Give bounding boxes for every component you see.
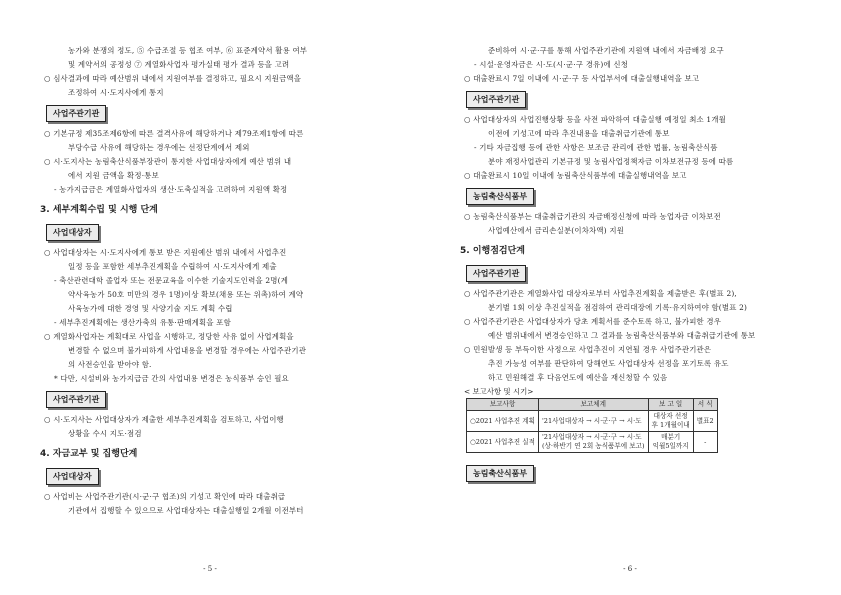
- section-heading: 3. 세부계획수립 및 시행 단계: [40, 205, 158, 215]
- text-line: 예산 범위내에서 변경승인하고 그 결과를 농림축산식품부와 대출취급기관에 통보: [488, 331, 756, 340]
- text-line: 하고 민원해결 후 다음연도에 예산을 재신청할 수 있음: [488, 373, 668, 382]
- text-line: 상황을 수시 지도·점검: [68, 429, 142, 438]
- text-line: ○ 기본규정 제35조제6항에 따른 결격사유에 해당하거나 제79조제1항에 따른: [44, 129, 304, 138]
- section-box-label: 사업대상자: [46, 224, 99, 241]
- table-row: [467, 432, 718, 453]
- page-number: - 6 -: [623, 565, 637, 573]
- text-line: ○ 대출완료시 7일 이내에 시·군·구 등 사업부서에 대출실행내역을 보고: [464, 74, 700, 83]
- text-line: 약사육농가 50호 미만의 경우 1명)이상 확보(채용 또는 위촉)하여 계약: [68, 290, 304, 299]
- table-cell-line: (상·하반기 연 2회 농식품부에 보고): [541, 442, 645, 450]
- page-left: [0, 0, 420, 595]
- text-line: ○ 사업대상자의 사업진행상황 등을 사전 파악하여 대출실행 예정일 최소 1개월: [464, 115, 727, 124]
- section-box-label: 농림축산식품부: [466, 465, 534, 482]
- text-line: ○ 사업비는 사업주관기관(시·군·구 협조)의 기성고 확인에 따라 대출취급: [44, 492, 286, 501]
- text-line: 일정 등을 포함한 세부추진계획을 수립하여 시·도지사에게 제출: [68, 262, 277, 271]
- table-cell: [648, 411, 693, 432]
- table-header: 서 식: [693, 399, 717, 411]
- table-cell: 별표2: [693, 411, 717, 432]
- table-cell: [538, 432, 648, 453]
- text-line: ○ 민원발생 등 부득이한 사정으로 사업추진이 지연될 경우 사업주관기관은: [464, 345, 712, 354]
- text-line: * 다만, 시설비와 농가지급금 간의 사업내용 변경은 농식품부 승인 필요: [54, 374, 289, 383]
- text-line: - 농가지급금은 계열화사업자의 생산·도축실적을 고려하여 지원액 확정: [54, 185, 288, 194]
- text-line: ○ 계열화사업자는 계획대로 사업을 시행하고, 정당한 사유 없이 사업계획을: [44, 332, 294, 341]
- page-left-content: [40, 44, 392, 518]
- section-box-label: 사업주관기관: [466, 91, 526, 108]
- table-header: 보 고 일: [648, 399, 693, 411]
- page-right-content: [460, 44, 812, 487]
- text-line: ○ 농림축산식품부는 대출취급기관의 자금배정신청에 따라 농업자금 이차보전: [464, 212, 721, 221]
- table-cell: '21사업대상자 → 시·군·구 → 시·도: [538, 411, 648, 432]
- page-number: - 5 -: [203, 565, 217, 573]
- text-line: 에서 지원 금액을 확정·통보: [68, 171, 159, 180]
- text-line: - 시설·운영자금은 시·도(시·군·구 경유)에 신청: [474, 60, 629, 69]
- text-line: 분야 재정사업관리 기본규정 및 농림사업정책자금 이차보전규정 등에 따름: [488, 157, 734, 166]
- table-cell: ○2021 사업추진 실적: [467, 432, 539, 453]
- section-heading: 5. 이행점검단계: [460, 246, 525, 256]
- table-cell: -: [693, 432, 717, 453]
- section-box-label: 사업대상자: [46, 468, 99, 485]
- report-table: [466, 398, 718, 453]
- table-cell-line: 매분기: [661, 433, 681, 441]
- text-line: ○ 사업주관기관은 계열화사업 대상자로부터 사업추진계획을 제출받은 후(별표 2),: [464, 289, 737, 298]
- text-line: 사업예산에서 금리손실분(이차차액) 지원: [488, 226, 625, 235]
- text-line: ○ 사업주관기관은 사업대상자가 당초 계획서를 준수토록 하고, 불가피한 경우: [464, 317, 722, 326]
- text-line: 이전에 기성고에 따라 추진내용을 대출취급기관에 통보: [488, 129, 670, 138]
- text-line: - 세부추진계획에는 생산가축의 유통·판매계획을 포함: [54, 318, 231, 327]
- section-box-label: 농림축산식품부: [466, 188, 534, 205]
- text-line: 기관에서 집행할 수 있으므로 사업대상자는 대출실행일 2개월 이전부터: [68, 506, 304, 515]
- table-row: [467, 411, 718, 432]
- table-cell: [648, 432, 693, 453]
- text-line: ○ 대출완료시 10일 이내에 농림축산식품부에 대출실행내역을 보고: [464, 171, 687, 180]
- text-line: - 기타 자금집행 등에 관한 사항은 보조금 관리에 관한 법률, 농림축산식품: [474, 143, 718, 152]
- section-box-label: 사업주관기관: [466, 265, 526, 282]
- section-heading: 4. 자금교부 및 집행단계: [40, 449, 138, 459]
- table-header: 보고체계: [538, 399, 648, 411]
- text-line: ○ 시·도지사는 농림축산식품부장관이 통지한 사업대상자에게 예산 범위 내: [44, 157, 292, 166]
- text-line: ○ 심사결과에 따라 예산범위 내에서 지원여부를 결정하고, 필요시 지원금액을: [44, 74, 302, 83]
- table-caption: < 보고사항 및 시기>: [464, 387, 534, 396]
- text-line: 및 계약서의 공정성 ⑦ 계열화사업자 평가실태 평가 결과 등을 고려: [68, 60, 290, 69]
- table-cell: ○2021 사업추진 계획: [467, 411, 539, 432]
- text-line: 부당수급 사유에 해당하는 경우에는 선정단계에서 제외: [68, 143, 250, 152]
- text-line: 사육농가에 대한 경영 및 사양기술 지도 계획 수립: [68, 304, 233, 313]
- text-line: 조정하여 시·도지사에게 통지: [68, 88, 164, 97]
- text-line: - 축산관련대학 졸업자 또는 전문교육을 이수한 기술지도인력을 2명(계: [54, 276, 289, 285]
- table-cell-line: 후 1개월이내: [651, 421, 690, 429]
- table-header-row: [467, 399, 718, 411]
- page-right: [420, 0, 840, 595]
- text-line: 분기별 1회 이상 추진실적을 점검하여 관리대장에 기록·유지하여야 함(별표 2): [488, 303, 748, 312]
- text-line: 추진 가능성 여부를 판단하여 당해연도 사업대상자 선정을 포기토록 유도: [488, 359, 729, 368]
- text-line: ○ 사업대상자는 시·도지사에게 통보 받은 지원예산 범위 내에서 사업추진: [44, 248, 287, 257]
- text-line: 변경할 수 없으며 불가피하게 사업내용을 변경할 경우에는 사업주관기관: [68, 346, 307, 355]
- text-line: 준비하여 시·군·구를 통해 사업주관기관에 지원액 내에서 자금배정 요구: [488, 46, 724, 55]
- table-cell-line: 대상자 선정: [653, 412, 688, 420]
- text-line: ○ 시·도지사는 사업대상자가 제출한 세부추진계획을 검토하고, 사업이행: [44, 415, 284, 424]
- text-line: 의 사전승인을 받아야 함.: [68, 360, 152, 369]
- table-header: 보고사항: [467, 399, 539, 411]
- section-box-label: 사업주관기관: [46, 391, 106, 408]
- table-cell-line: 익월5일까지: [652, 442, 689, 450]
- table-cell-line: '21사업대상자 → 시·군·구 → 시·도: [541, 433, 642, 441]
- text-line: 농가와 분쟁의 정도, ⑤ 수급조절 등 협조 여부, ⑥ 표준계약서 활용 여부: [68, 46, 308, 55]
- section-box-label: 사업주관기관: [46, 105, 106, 122]
